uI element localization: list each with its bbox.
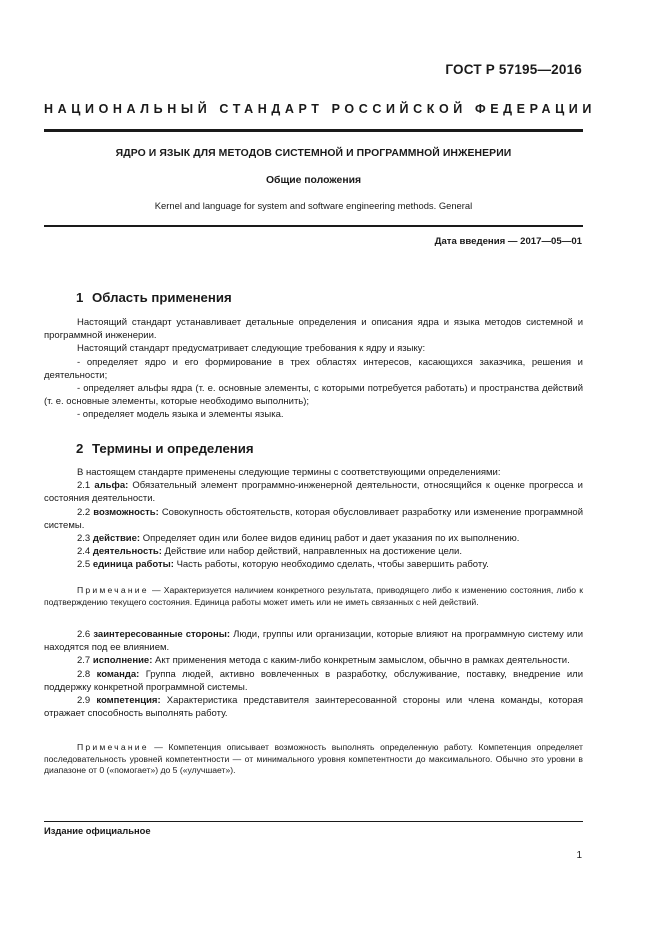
term-definition xyxy=(44,694,583,720)
term: деятельность: xyxy=(92,546,162,558)
term-definition xyxy=(44,479,583,505)
term-text: Обязательный элемент программно-инженерной деятельности, относящийся к оценке прогресса и состояния деятельности. xyxy=(44,480,583,505)
paragraph: Настоящий стандарт устанавливает детальные определения и описания ядра и языка методов системной и программной инженерии. xyxy=(44,317,583,342)
introduction-date: Дата введения — 2017—05—01 xyxy=(434,236,582,247)
section-number: 1 xyxy=(76,290,84,305)
term-text: Совокупность обстоятельств, которая обусловливает разработку или изменение программной системы. xyxy=(44,506,584,531)
term-number: 2.3 xyxy=(77,533,91,545)
term-text: Действие или набор действий, направленных на достижение цели. xyxy=(164,546,462,558)
section-1-body xyxy=(44,316,583,422)
term-definition xyxy=(44,668,583,694)
list-item: - определяет ядро и его формирование в трех областях интересов, касающихся заказчика, решения и деятельности; xyxy=(44,356,583,381)
paragraph: Настоящий стандарт предусматривает следующие требования к ядру и языку: xyxy=(77,343,426,355)
term: альфа: xyxy=(94,480,129,492)
term-definition xyxy=(44,506,583,532)
list-item: - определяет модель языка и элементы языка. xyxy=(77,409,284,421)
header-rule xyxy=(44,129,583,132)
section-2-body xyxy=(44,466,583,572)
term-number: 2.6 xyxy=(77,629,91,640)
term-definition xyxy=(44,654,583,667)
term-definition xyxy=(44,628,583,654)
document-title-english: Kernel and language for system and software engineering methods. General xyxy=(154,200,473,211)
term-number: 2.7 xyxy=(77,655,91,667)
term-definition xyxy=(44,532,583,545)
note-text: — Компетенция описывает возможность выполнять определенную работу. Компетенция определяет последовательность уровней компетентности — от минимального уровня компетентности до максимального. Обычно это уровни в диапазоне от 0 («помогает») до 5 («улучшает»). xyxy=(44,742,583,776)
term-text: Люди, группы или организации, которые влияют на программную систему или находятся под ее влиянием. xyxy=(44,629,584,654)
official-edition-label: Издание официальное xyxy=(44,825,151,836)
term-text: Определяет один или более видов единиц работ и дает указания по их выполнению. xyxy=(142,533,520,545)
list-item: - определяет альфы ядра (т. е. основные элементы, с которыми потребуется работать) и пространства действий (т. е. основные элементы, которые необходимо выполнить); xyxy=(44,383,583,408)
term-text: Характеристика представителя заинтересованной стороны или члена команды, которая отражает способность выполнять работу. xyxy=(44,695,583,720)
national-standard-title: НАЦИОНАЛЬНЫЙ СТАНДАРТ РОССИЙСКОЙ ФЕДЕРАЦИИ xyxy=(44,102,596,116)
document-title: ЯДРО И ЯЗЫК ДЛЯ МЕТОДОВ СИСТЕМНОЙ И ПРОГРАММНОЙ ИНЖЕНЕРИИ xyxy=(115,148,512,159)
section-title: Область применения xyxy=(92,290,232,305)
term: действие: xyxy=(92,533,141,545)
paragraph: В настоящем стандарте применены следующие термины с соответствующими определениями: xyxy=(77,467,501,478)
section-1-heading xyxy=(76,290,232,305)
term-text: Акт применения метода с каким-либо конкретным замыслом, обычно в рамках деятельности. xyxy=(155,655,570,667)
gost-code: ГОСТ Р 57195—2016 xyxy=(445,62,582,77)
title-rule xyxy=(44,225,583,227)
term-number: 2.9 xyxy=(77,695,91,707)
section-2-heading xyxy=(76,441,254,456)
note-label: Примечание xyxy=(77,585,149,595)
section-number: 2 xyxy=(76,441,84,456)
term-text: Часть работы, которую необходимо сделать, чтобы завершить работу. xyxy=(176,559,489,571)
term: исполнение: xyxy=(92,655,153,667)
section-2-body-continued xyxy=(44,628,583,720)
term-number: 2.5 xyxy=(77,559,91,571)
document-subtitle: Общие положения xyxy=(265,175,362,186)
term: команда: xyxy=(96,668,140,680)
term: заинтересованные стороны: xyxy=(93,629,230,640)
note-1 xyxy=(44,585,583,608)
footer-rule xyxy=(44,821,583,822)
term-definition xyxy=(44,545,583,558)
term-number: 2.1 xyxy=(77,480,91,492)
term-text: Группа людей, активно вовлеченных в разработку, обслуживание, поставку, внедрение или поддержку конкретной программной системы. xyxy=(44,668,584,693)
page-number: 1 xyxy=(576,850,582,861)
term-number: 2.2 xyxy=(77,506,91,518)
term-number: 2.8 xyxy=(77,668,91,680)
note-label: Примечание xyxy=(77,742,149,752)
term: единица работы: xyxy=(92,559,174,571)
term: компетенция: xyxy=(96,695,161,707)
term: возможность: xyxy=(93,506,159,518)
section-title: Термины и определения xyxy=(92,441,254,456)
term-number: 2.4 xyxy=(77,546,91,558)
note-2 xyxy=(44,742,583,777)
term-definition xyxy=(44,558,583,571)
note-text: — Характеризуется наличием конкретного результата, приводящего либо к изменению состояния, либо к подтверждению текущего состояния. Единица работы может иметь или не иметь связанных с ней действий. xyxy=(44,585,583,607)
